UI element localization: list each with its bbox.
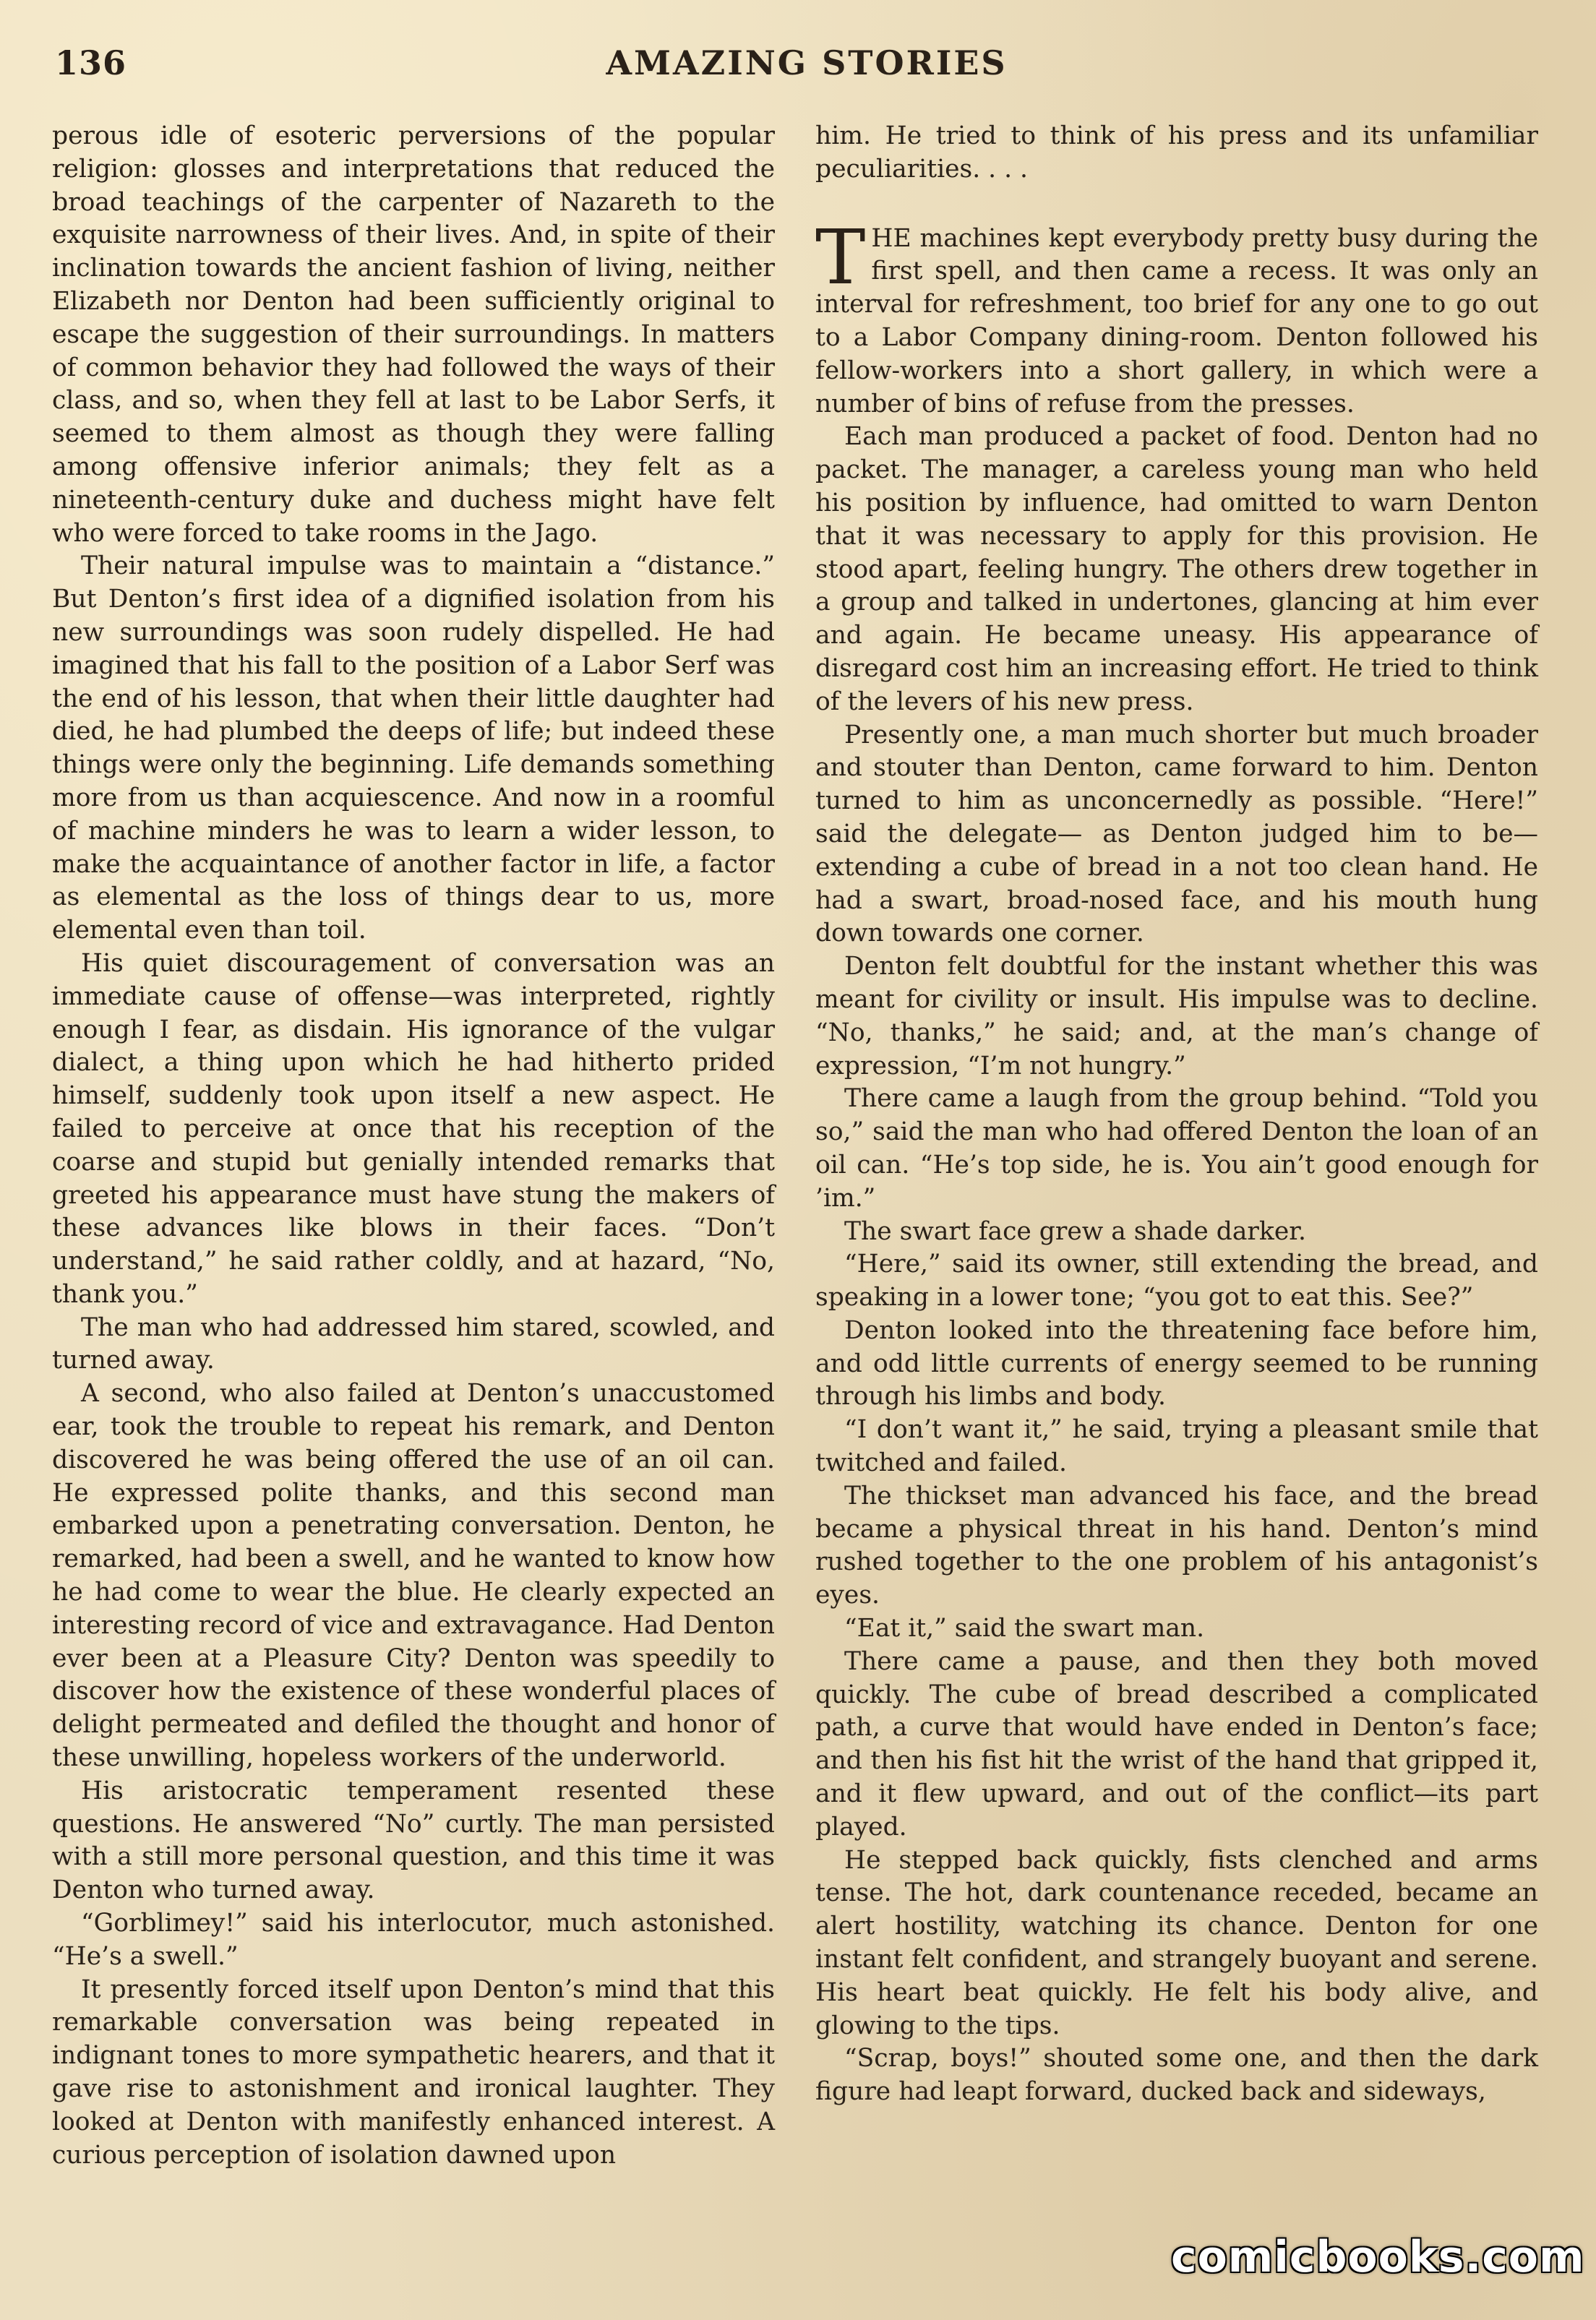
left-column bbox=[52, 120, 775, 2172]
paragraph: A second, who also failed at Denton’s unaccustomed ear, took the trouble to repeat his remark, and Denton discovered he was being offered the use of an oil can. He expressed polite thanks, and this second man embarked upon a penetrating conversation. Denton, he remarked, had been a swell, and he wanted to know how he had come to wear the blue. He clearly expected an interesting record of vice and extravagance. Had Denton ever been at a Pleasure City? Denton was speedily to discover how the existence of these wonderful places of delight permeated and defiled the thought and honor of these unwilling, hopeless workers of the underworld. bbox=[52, 1379, 775, 1773]
paragraph: “I don’t want it,” he said, trying a pleasant smile that twitched and failed. bbox=[815, 1415, 1538, 1478]
paragraph: Each man produced a packet of food. Denton had no packet. The manager, a careless young man who held his position by influence, had omitted to warn Denton that it was necessary to apply for this provision. He stood apart, feeling hungry. The others drew together in a group and talked in undertones, glancing at him ever and again. He became uneasy. His appearance of disregard cost him an increasing effort. He tried to think of the levers of his new press. bbox=[815, 422, 1538, 716]
paragraph: He stepped back quickly, fists clenched and arms tense. The hot, dark countenance receded, became an alert hostility, watching its chance. Denton for one instant felt confident, and strangely buoyant and serene. His heart beat quickly. He felt his body alive, and glowing to the tips. bbox=[815, 1845, 1538, 2040]
paragraph-continuation: him. He tried to think of his press and its unfamiliar peculiarities. . . . bbox=[815, 121, 1538, 184]
paragraph: Their natural impulse was to maintain a “distance.” But Denton’s first idea of a dignified isolation from his new surroundings was soon rudely dispelled. He had imagined that his fall to the position of a Labor Serf was the end of his lesson, that when their little daughter had died, he had plumbed the deeps of life; but indeed these things were only the beginning. Life demands something more from us than acquiescence. And now in a roomful of machine minders he was to learn a wider lesson, to make the acquaintance of another factor in life, a factor as elemental as the loss of things dear to us, more elemental even than toil. bbox=[52, 551, 775, 945]
paragraph: The man who had addressed him stared, scowled, and turned away. bbox=[52, 1312, 775, 1375]
paragraph: The thickset man advanced his face, and the bread became a physical threat in his hand. Denton’s mind rushed together to the one problem of his antagonist’s eyes. bbox=[815, 1481, 1538, 1610]
paragraph: His quiet discouragement of conversation was an immediate cause of offense—was interpreted, rightly enough I fear, as disdain. His ignorance of the vulgar dialect, a thing upon which he had hitherto prided himself, suddenly took upon itself a new aspect. He failed to perceive at once that his reception of the coarse and stupid but genially intended remarks that greeted his appearance must have stung the makers of these advances like blows in their faces. “Don’t understand,” he said rather coldly, and at hazard, “No, thank you.” bbox=[52, 948, 775, 1309]
drop-cap: T bbox=[815, 212, 866, 301]
paragraph: “Eat it,” said the swart man. bbox=[844, 1614, 1205, 1644]
paragraph-text: HE machines kept everybody pretty busy during the first spell, and then came a recess. It was only an interval for refreshment, too brief for any one to go out to a Labor Company dining-room. Denton followed his fellow-workers into a short gallery, in which were a number of bins of refuse from the presses. bbox=[815, 223, 1538, 418]
section-opening-paragraph bbox=[815, 212, 1538, 421]
paragraph: Denton looked into the threatening face before him, and odd little currents of energy seemed to be running through his limbs and body. bbox=[815, 1315, 1538, 1412]
paragraph: His aristocratic temperament resented these questions. He answered “No” curtly. The man persisted with a still more personal question, and this time it was Denton who turned away. bbox=[52, 1776, 775, 1905]
paragraph: Denton felt doubtful for the instant whether this was meant for civility or insult. His impulse was to decline. “No, thanks,” he said; and, at the man’s change of expression, “I’m not hungry.” bbox=[815, 952, 1538, 1080]
paragraph: It presently forced itself upon Denton’s mind that this remarkable conversation was being repeated in indignant tones to more sympathetic hearers, and that it gave rise to astonishment and ironical laughter. They looked at Denton with manifestly enhanced interest. A curious perception of isolation dawned upon bbox=[52, 1975, 775, 2170]
page-number: 136 bbox=[55, 43, 127, 82]
paragraph: perous idle of esoteric perversions of the popular religion: glosses and interpretations that reduced the broad teachings of the carpenter of Nazareth to the exquisite narrowness of their lives. And, in spite of their inclination towards the ancient fashion of living, neither Elizabeth nor Denton had been sufficiently original to escape the suggestion of their surroundings. In matters of common behavior they had followed the ways of their class, and so, when they fell at last to be Labor Serfs, it seemed to them almost as though they were falling among offensive inferior animals; they felt as a nineteenth-century duke and duchess might have felt who were forced to take rooms in the Jago. bbox=[52, 121, 775, 548]
paragraph: The swart face grew a shade darker. bbox=[844, 1216, 1306, 1246]
paragraph: There came a pause, and then they both moved quickly. The cube of bread described a complicated path, a curve that would have ended in Denton’s face; and then his fist hit the wrist of the hand that gripped it, and it flew upward, and out of the conflict—its part played. bbox=[815, 1646, 1538, 1842]
paragraph: “Here,” said its owner, still extending the bread, and speaking in a lower tone; “you got to eat this. See?” bbox=[815, 1250, 1538, 1312]
watermark: comicbooks.com bbox=[1171, 2232, 1585, 2282]
page-header bbox=[55, 43, 1558, 101]
paragraph: There came a laugh from the group behind. “Told you so,” said the man who had offered Denton the loan of an oil can. “He’s top side, he is. You ain’t good enough for ’im.” bbox=[815, 1084, 1538, 1213]
paragraph: Presently one, a man much shorter but much broader and stouter than Denton, came forward to him. Denton turned to him as unconcernedly as possible. “Here!” said the delegate— as Denton judged him to be—extending a cube of bread in a not too clean hand. He had a swart, broad-nosed face, and his mouth hung down towards one corner. bbox=[815, 720, 1538, 948]
running-title: AMAZING STORIES bbox=[606, 43, 1008, 82]
paragraph: “Scrap, boys!” shouted some one, and then the dark figure had leapt forward, ducked back and sideways, bbox=[815, 2044, 1538, 2107]
right-column bbox=[815, 120, 1538, 2109]
paragraph: “Gorblimey!” said his interlocutor, much astonished. “He’s a swell.” bbox=[52, 1909, 775, 1971]
